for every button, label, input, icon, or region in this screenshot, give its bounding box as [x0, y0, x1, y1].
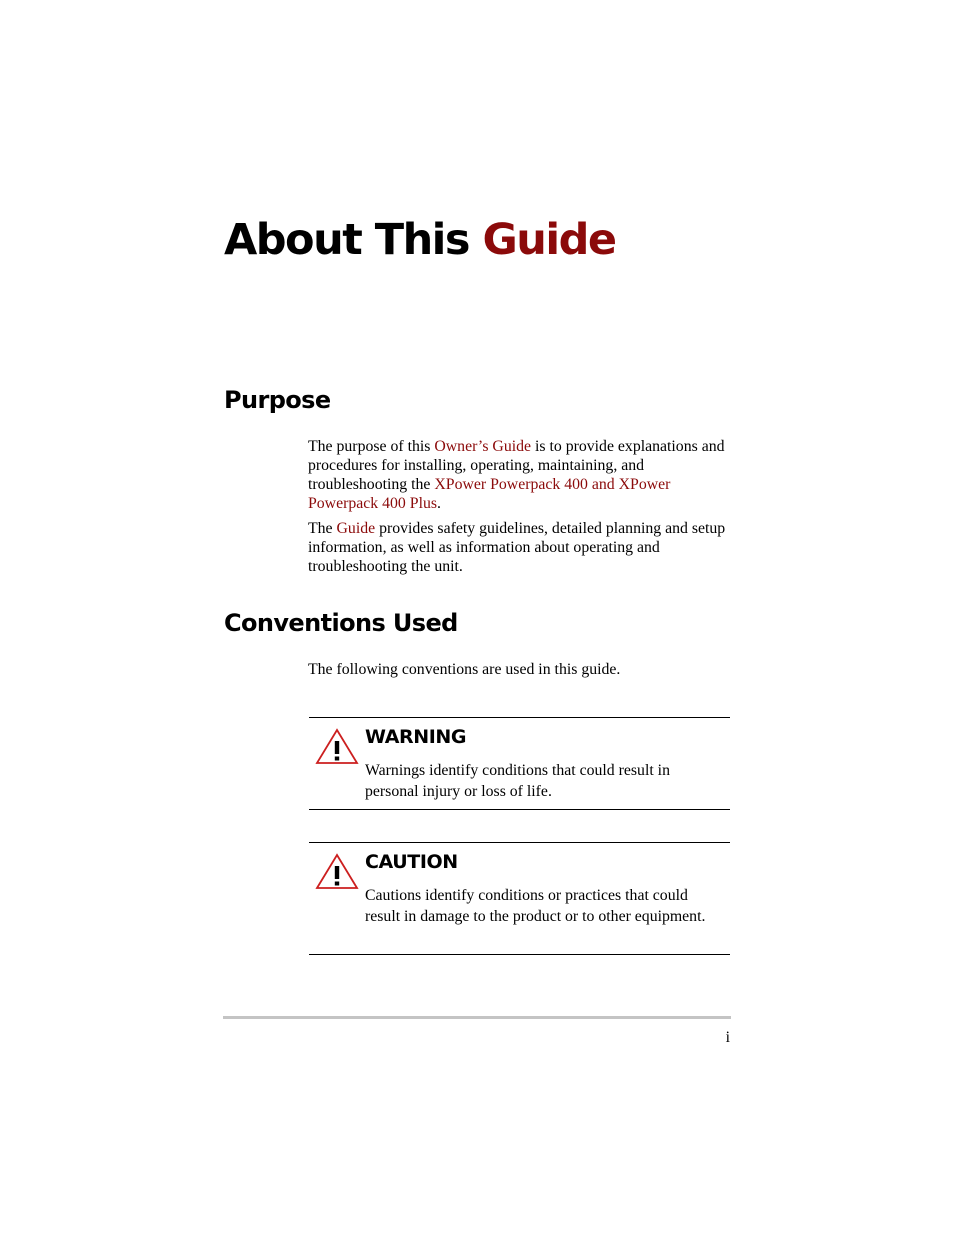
page-title-accent: Guide [482, 215, 616, 265]
warning-text: Warnings identify conditions that could result in personal injury or loss of life. [365, 762, 670, 800]
purpose-heading: Purpose [224, 386, 331, 414]
page-number: i [725, 1029, 730, 1046]
purpose-paragraph-2 [308, 519, 733, 576]
purpose-text-1a: The purpose of this [308, 438, 435, 455]
warning-triangle-icon [315, 853, 359, 891]
product-name-link[interactable]: XPower Powerpack 400 and XPower Powerpack 400 Plus [308, 476, 671, 512]
footer-divider [223, 1016, 731, 1019]
warning-triangle-icon [315, 728, 359, 766]
caution-box [309, 842, 730, 955]
warning-heading: WARNING [365, 726, 467, 748]
page-title [224, 210, 616, 270]
purpose-paragraph-1 [308, 437, 733, 513]
page-title-part1: About This [224, 215, 483, 265]
purpose-text-2a: The [308, 520, 337, 537]
purpose-text-1b: is to provide explanations and procedures for installing, operating, maintaining, and troubleshooting the [308, 438, 725, 493]
conventions-heading: Conventions Used [224, 609, 458, 637]
warning-box [309, 717, 730, 810]
caution-text: Cautions identify conditions or practices that could result in damage to the product or to other equipment. [365, 887, 706, 925]
guide-link[interactable]: Guide [336, 520, 376, 537]
owners-guide-link[interactable]: Owner’s Guide [434, 438, 532, 455]
purpose-text-2b: provides safety guidelines, detailed planning and setup information, as well as information about operating and troubleshooting the unit. [308, 520, 726, 575]
caution-heading: CAUTION [365, 851, 458, 873]
conventions-intro: The following conventions are used in this guide. [308, 661, 621, 678]
purpose-body [308, 437, 733, 576]
purpose-text-1c: . [437, 495, 441, 512]
